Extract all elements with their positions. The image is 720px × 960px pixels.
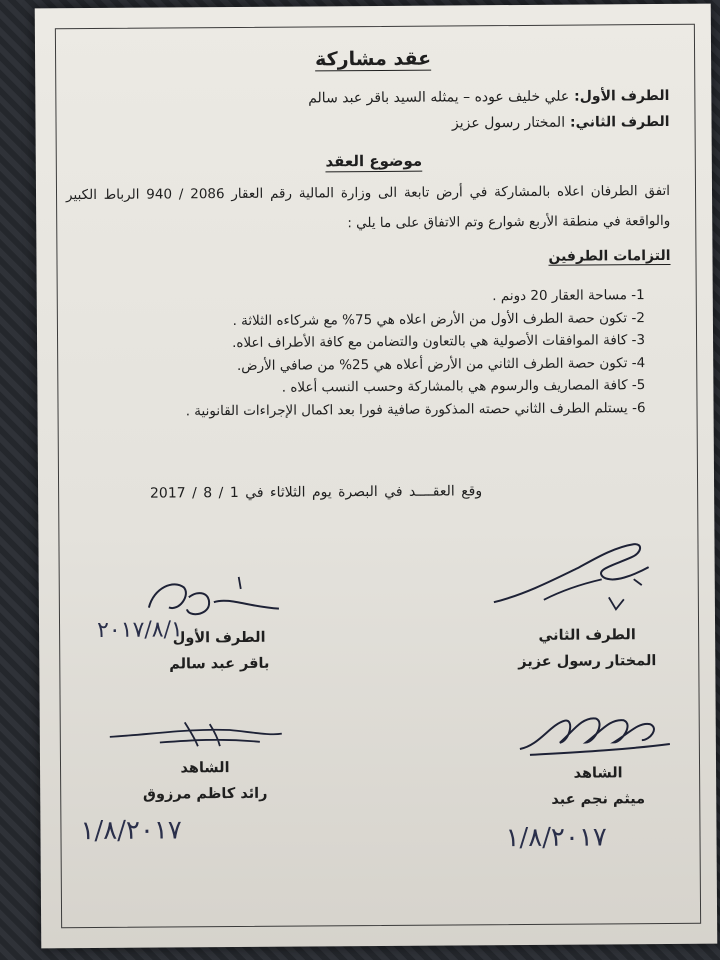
- contract-document: [35, 4, 718, 949]
- obligations-heading: التزامات الطرفين: [548, 247, 671, 265]
- contract-paper: [35, 4, 718, 949]
- obligation-item: 5- كافة المصاريف والرسوم هي بالمشاركة وحسب النسب أعلاه .: [281, 377, 646, 397]
- second-party-signature: [483, 539, 664, 620]
- witness-right-name: ميثم نجم عبد: [551, 791, 646, 808]
- first-party-label: الطرف الأول:: [574, 87, 670, 105]
- first-party-title: الطرف الأول: [172, 629, 266, 647]
- obligation-item: 6- يستلم الطرف الثاني حصته المذكورة صافية فورا بعد اكمال الإجراءات القانونية .: [185, 400, 646, 420]
- first-party-name: باقر عبد سالم: [169, 655, 270, 673]
- obligation-item: 4- تكون حصة الطرف الثاني من الأرض أعلاه هي 25% من صافي الأرض.: [236, 354, 646, 374]
- first-party-value: علي خليف عوده – يمثله السيد باقر عبد سالم: [308, 88, 570, 107]
- witness-left-signature-block: [120, 755, 290, 808]
- obligations-list: [77, 284, 646, 424]
- second-party-value: المختار رسول عزيز: [451, 114, 566, 132]
- witness-right-date: ١/٨/٢٠١٧: [505, 822, 607, 854]
- witness-right-title: الشاهد: [573, 765, 623, 782]
- second-party-name: المختار رسول عزيز: [518, 653, 657, 671]
- witness-left-name: رائد كاظم مرزوق: [142, 785, 268, 803]
- obligation-item: 1- مساحة العقار 20 دونم .: [492, 287, 645, 305]
- obligation-item: 3- كافة الموافقات الأصولية هي بالتعاون والتضامن مع كافة الأطراف اعلاه.: [232, 332, 646, 352]
- first-party-signature-block: [144, 625, 294, 678]
- witness-right-signature: [510, 704, 680, 765]
- second-party-signature-block: [507, 622, 667, 675]
- contract-title: عقد مشاركة: [315, 47, 432, 71]
- witness-left-date: ١/٨/٢٠١٧: [80, 815, 182, 847]
- obligation-item: 2- تكون حصة الطرف الأول من الأرض اعلاه هي 75% مع شركاءه الثلاثة .: [232, 309, 645, 329]
- second-party-title: الطرف الثاني: [538, 627, 636, 644]
- first-party-line: [308, 88, 669, 107]
- subject-heading: موضوع العقد: [325, 151, 423, 171]
- subject-paragraph: اتفق الطرفان اعلاه بالمشاركة في أرض تابعة الى وزارة المالية رقم العقار 2086 / 940 الرباط الكبير والواقعة في منطقة الأربع شوارع وتم الاتفاق على ما يلي :: [65, 182, 671, 232]
- second-party-line: [452, 114, 670, 132]
- second-party-label: الطرف الثاني:: [569, 113, 670, 131]
- signing-statement: وقع العقــــد في البصرة يوم الثلاثاء في 1 / 8 / 2017: [149, 483, 483, 502]
- first-party-date: ٢٠١٧/٨/١: [96, 617, 183, 643]
- witness-left-title: الشاهد: [180, 760, 230, 777]
- witness-right-signature-block: [518, 760, 678, 813]
